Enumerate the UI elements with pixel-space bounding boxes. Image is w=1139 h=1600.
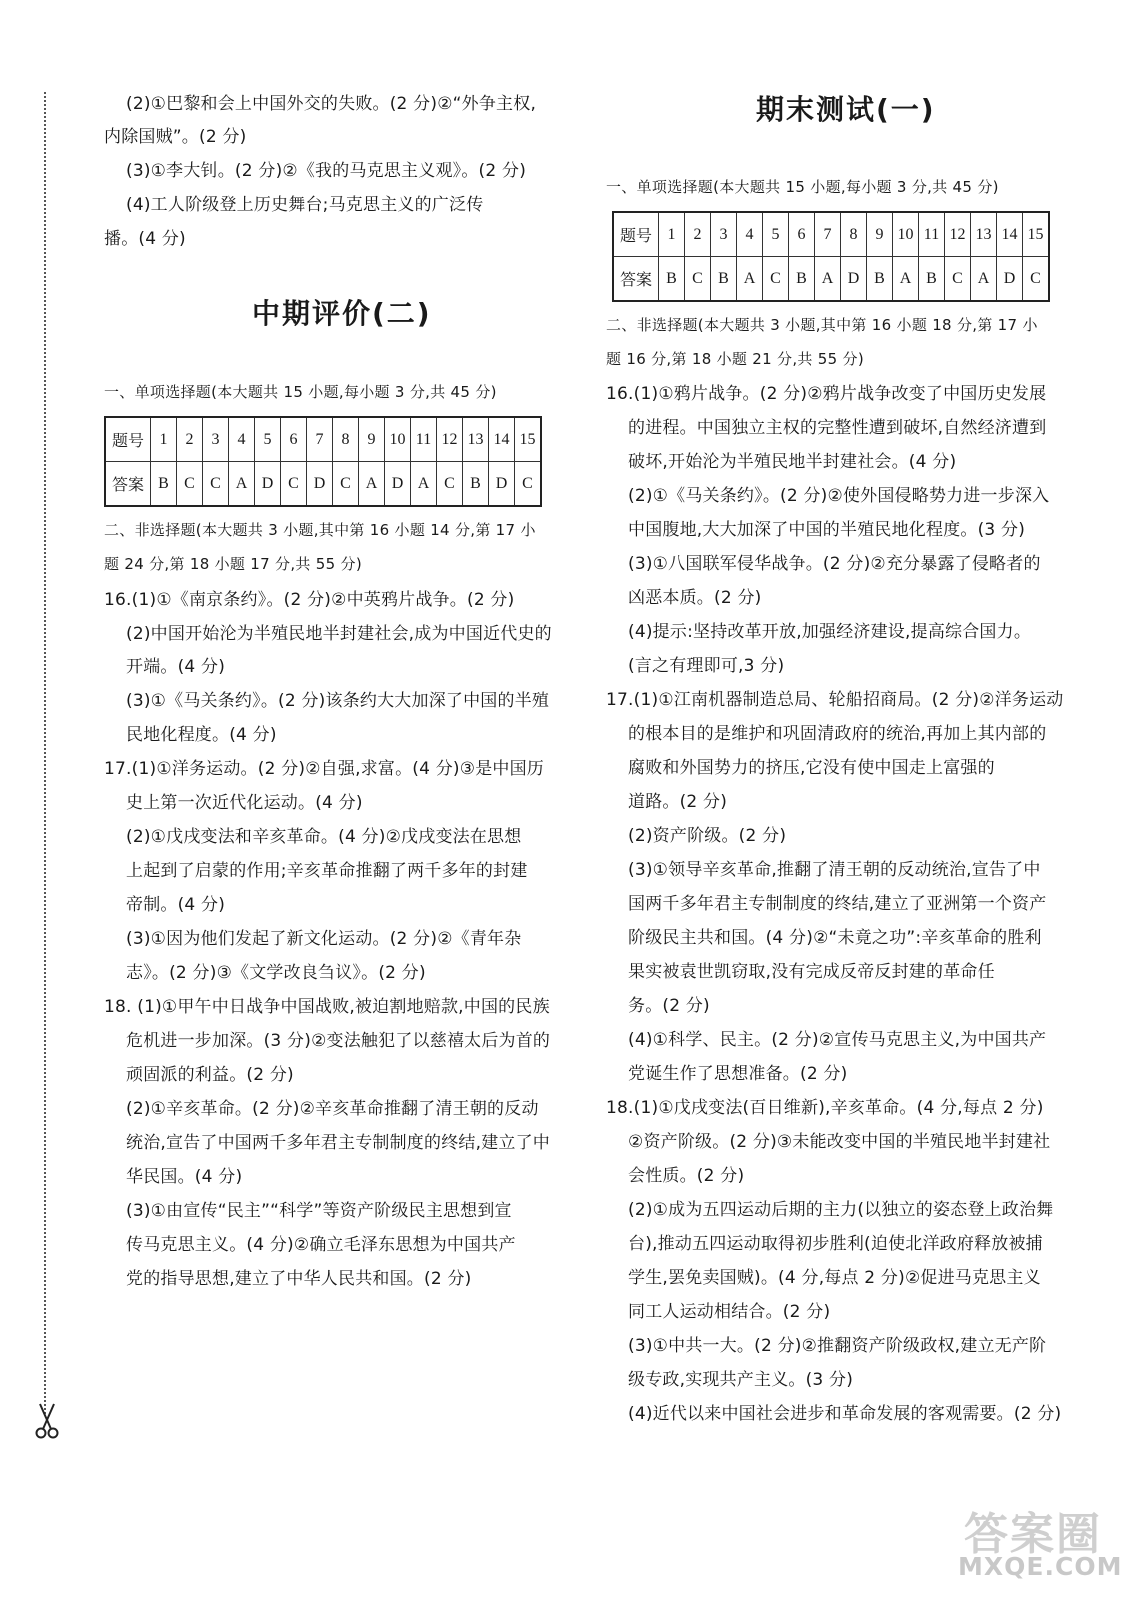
table-header-cell: 题号 [613, 212, 659, 257]
text-line: 播。(4 分) [104, 229, 186, 249]
section-title: 中期评价(二) [252, 297, 432, 330]
table-cell: 15 [1023, 212, 1050, 257]
text-line: (4)①科学、民主。(2 分)②宣传马克思主义,为中国共产 [628, 1030, 1047, 1050]
table-cell: 9 [867, 212, 893, 257]
table-cell: A [815, 257, 841, 302]
table-cell: C [515, 462, 542, 507]
section-heading: 二、非选择题(本大题共 3 小题,其中第 16 小题 14 分,第 17 小 [104, 521, 536, 539]
table-row [105, 417, 541, 462]
table-cell: 3 [711, 212, 737, 257]
table-cell: A [359, 462, 385, 507]
cut-line [44, 92, 46, 1414]
text-line: 开端。(4 分) [126, 657, 226, 677]
text-line: 民地化程度。(4 分) [126, 725, 277, 745]
table-cell: B [151, 462, 177, 507]
table-cell: A [737, 257, 763, 302]
table-row [105, 462, 541, 507]
text-line: 顽固派的利益。(2 分) [126, 1065, 294, 1085]
table-cell: B [789, 257, 815, 302]
text-line: 阶级民主共和国。(4 分)②“未竟之功”:辛亥革命的胜利 [628, 928, 1042, 948]
section-heading: 二、非选择题(本大题共 3 小题,其中第 16 小题 18 分,第 17 小 [606, 316, 1038, 334]
table-cell: C [203, 462, 229, 507]
table-cell: 11 [919, 212, 945, 257]
text-line: 凶恶本质。(2 分) [628, 588, 762, 608]
table-cell: 14 [997, 212, 1023, 257]
table-cell: A [411, 462, 437, 507]
text-line: (2)①《马关条约》。(2 分)②使外国侵略势力进一步深入 [628, 486, 1050, 506]
table-row [613, 257, 1049, 302]
text-line: (3)①中共一大。(2 分)②推翻资产阶级政权,建立无产阶 [628, 1336, 1047, 1356]
text-line: 危机进一步加深。(3 分)②变法触犯了以慈禧太后为首的 [126, 1031, 551, 1051]
section-title: 期末测试(一) [756, 93, 936, 126]
table-cell: D [841, 257, 867, 302]
text-line: 的根本目的是维护和巩固清政府的统治,再加上其内部的 [628, 724, 1047, 744]
text-line: (2)①成为五四运动后期的主力(以独立的姿态登上政治舞 [628, 1200, 1054, 1220]
text-line: 腐败和外国势力的挤压,它没有使中国走上富强的 [628, 758, 995, 778]
text-line: 16.(1)①鸦片战争。(2 分)②鸦片战争改变了中国历史发展 [606, 384, 1047, 404]
table-cell: C [437, 462, 463, 507]
text-line: 16.(1)①《南京条约》。(2 分)②中英鸦片战争。(2 分) [104, 590, 515, 610]
section-heading: 一、单项选择题(本大题共 15 小题,每小题 3 分,共 45 分) [606, 178, 999, 196]
text-line: 级专政,实现共产主义。(3 分) [628, 1370, 854, 1390]
table-cell: 10 [385, 417, 411, 462]
text-line: 的进程。中国独立主权的完整性遭到破坏,自然经济遭到 [628, 418, 1047, 438]
text-line: 党诞生作了思想准备。(2 分) [628, 1064, 848, 1084]
text-line: 17.(1)①洋务运动。(2 分)②自强,求富。(4 分)③是中国历 [104, 759, 545, 779]
table-header-cell: 答案 [613, 257, 659, 302]
text-line: 国两千多年君主专制制度的终结,建立了亚洲第一个资产 [628, 894, 1047, 914]
text-line: 志》。(2 分)③《文学改良刍议》。(2 分) [126, 963, 426, 983]
table-cell: A [971, 257, 997, 302]
watermark [958, 1498, 1123, 1588]
table-cell: 5 [763, 212, 789, 257]
text-line: (3)①由宣传“民主”“科学”等资产阶级民主思想到宣 [126, 1201, 512, 1221]
table-cell: 2 [177, 417, 203, 462]
text-line: 统治,宣告了中国两千多年君主专制制度的终结,建立了中 [126, 1133, 551, 1153]
text-line: 务。(2 分) [628, 996, 710, 1016]
table-cell: 13 [971, 212, 997, 257]
text-line: ②资产阶级。(2 分)③未能改变中国的半殖民地半封建社 [628, 1132, 1051, 1152]
text-line: 内除国贼”。(2 分) [104, 127, 247, 147]
table-cell: 8 [841, 212, 867, 257]
table-cell: 1 [151, 417, 177, 462]
text-line: 上起到了启蒙的作用;辛亥革命推翻了两千多年的封建 [126, 861, 528, 881]
text-line: (2)①戊戌变法和辛亥革命。(4 分)②戊戌变法在思想 [126, 827, 522, 847]
text-line: (4)近代以来中国社会进步和革命发展的客观需要。(2 分) [628, 1404, 1062, 1424]
table-cell: B [919, 257, 945, 302]
table-cell: 12 [945, 212, 971, 257]
table-cell: D [255, 462, 281, 507]
table-cell: 4 [737, 212, 763, 257]
table-cell: C [177, 462, 203, 507]
text-line: (2)①辛亥革命。(2 分)②辛亥革命推翻了清王朝的反动 [126, 1099, 539, 1119]
answer-table [612, 211, 1050, 302]
table-cell: 6 [789, 212, 815, 257]
section-heading: 题 24 分,第 18 小题 17 分,共 55 分) [104, 555, 362, 573]
section-heading: 题 16 分,第 18 小题 21 分,共 55 分) [606, 350, 864, 368]
text-line: (言之有理即可,3 分) [628, 656, 785, 676]
table-cell: D [997, 257, 1023, 302]
table-cell: D [307, 462, 333, 507]
watermark-logo: 答案圈 [964, 1509, 1102, 1560]
table-row [613, 212, 1049, 257]
text-line: 史上第一次近代化运动。(4 分) [126, 793, 363, 813]
section-heading: 一、单项选择题(本大题共 15 小题,每小题 3 分,共 45 分) [104, 383, 497, 401]
text-line: 学生,罢免卖国贼)。(4 分,每点 2 分)②促进马克思主义 [628, 1268, 1041, 1288]
table-cell: 14 [489, 417, 515, 462]
table-cell: 5 [255, 417, 281, 462]
table-cell: D [489, 462, 515, 507]
table-cell: C [763, 257, 789, 302]
text-line: (3)①《马关条约》。(2 分)该条约大大加深了中国的半殖 [126, 691, 550, 711]
text-line: 17.(1)①江南机器制造总局、轮船招商局。(2 分)②洋务运动 [606, 690, 1064, 710]
table-cell: 7 [307, 417, 333, 462]
watermark-url: MXQE.COM [958, 1552, 1123, 1581]
table-cell: C [945, 257, 971, 302]
text-line: 中国腹地,大大加深了中国的半殖民地化程度。(3 分) [628, 520, 1026, 540]
text-line: 台),推动五四运动取得初步胜利(迫使北洋政府释放被捕 [628, 1234, 1043, 1254]
text-line: 果实被袁世凯窃取,没有完成反帝反封建的革命任 [628, 962, 995, 982]
text-line: (3)①领导辛亥革命,推翻了清王朝的反动统治,宣告了中 [628, 860, 1041, 880]
table-cell: 13 [463, 417, 489, 462]
table-cell: 1 [659, 212, 685, 257]
table-cell: 12 [437, 417, 463, 462]
text-line: 道路。(2 分) [628, 792, 728, 812]
table-cell: 6 [281, 417, 307, 462]
text-line: (2)①巴黎和会上中国外交的失败。(2 分)②“外争主权, [126, 94, 537, 114]
text-line: 帝制。(4 分) [126, 895, 226, 915]
table-cell: C [1023, 257, 1050, 302]
text-line: (4)工人阶级登上历史舞台;马克思主义的广泛传 [126, 195, 484, 215]
table-header-cell: 答案 [105, 462, 151, 507]
text-line: 破坏,开始沦为半殖民地半封建社会。(4 分) [628, 452, 957, 472]
table-cell: 10 [893, 212, 919, 257]
table-cell: 3 [203, 417, 229, 462]
text-line: 同工人运动相结合。(2 分) [628, 1302, 831, 1322]
table-cell: 11 [411, 417, 437, 462]
table-header-cell: 题号 [105, 417, 151, 462]
text-line: 党的指导思想,建立了中华人民共和国。(2 分) [126, 1269, 472, 1289]
table-cell: 9 [359, 417, 385, 462]
text-line: 18. (1)①甲午中日战争中国战败,被迫割地赔款,中国的民族 [104, 997, 550, 1017]
table-cell: B [711, 257, 737, 302]
text-line: (2)资产阶级。(2 分) [628, 826, 787, 846]
answer-table [104, 416, 542, 507]
table-cell: A [229, 462, 255, 507]
table-cell: C [281, 462, 307, 507]
text-line: 华民国。(4 分) [126, 1167, 243, 1187]
table-cell: 8 [333, 417, 359, 462]
table-cell: A [893, 257, 919, 302]
text-line: (3)①八国联军侵华战争。(2 分)②充分暴露了侵略者的 [628, 554, 1041, 574]
text-line: (4)提示:坚持改革开放,加强经济建设,提高综合国力。 [628, 622, 1032, 642]
text-line: (3)①因为他们发起了新文化运动。(2 分)②《青年杂 [126, 929, 522, 949]
text-line: (2)中国开始沦为半殖民地半封建社会,成为中国近代史的 [126, 624, 552, 644]
table-cell: C [685, 257, 711, 302]
text-line: 会性质。(2 分) [628, 1166, 745, 1186]
table-cell: D [385, 462, 411, 507]
table-cell: 15 [515, 417, 542, 462]
text-line: 传马克思主义。(4 分)②确立毛泽东思想为中国共产 [126, 1235, 516, 1255]
table-cell: 4 [229, 417, 255, 462]
table-cell: C [333, 462, 359, 507]
text-line: (3)①李大钊。(2 分)②《我的马克思主义观》。(2 分) [126, 161, 527, 181]
table-cell: 2 [685, 212, 711, 257]
table-cell: B [659, 257, 685, 302]
scissors-icon [34, 1400, 60, 1440]
table-cell: B [867, 257, 893, 302]
table-cell: B [463, 462, 489, 507]
text-line: 18.(1)①戊戌变法(百日维新),辛亥革命。(4 分,每点 2 分) [606, 1098, 1044, 1118]
table-cell: 7 [815, 212, 841, 257]
